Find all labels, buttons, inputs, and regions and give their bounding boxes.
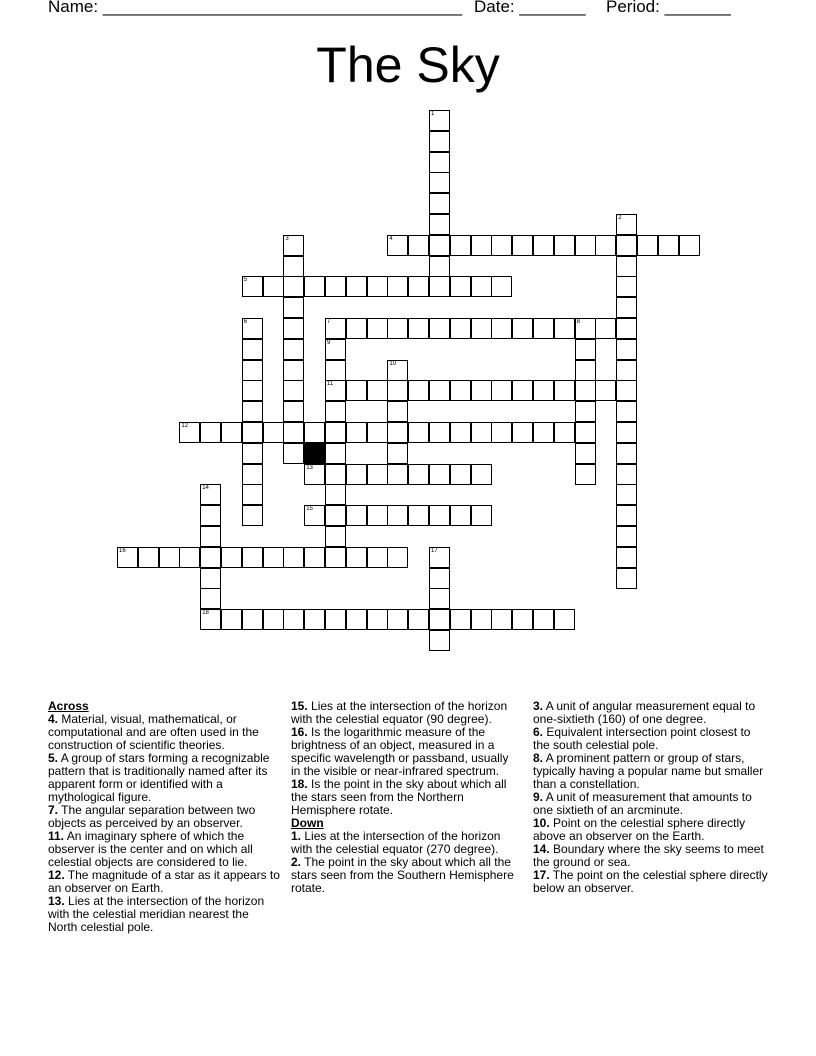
crossword-cell[interactable] xyxy=(450,505,471,526)
clue-column-3 xyxy=(533,700,769,895)
clue-item xyxy=(48,869,280,895)
crossword-cell[interactable] xyxy=(283,297,304,318)
crossword-cell[interactable] xyxy=(491,318,512,339)
crossword-cell[interactable] xyxy=(242,484,263,505)
crossword-cell[interactable] xyxy=(408,464,429,485)
crossword-cell[interactable] xyxy=(387,422,408,443)
crossword-cell[interactable] xyxy=(346,318,367,339)
crossword-block xyxy=(304,443,325,464)
crossword-cell[interactable] xyxy=(429,131,450,152)
crossword-cell[interactable] xyxy=(387,609,408,630)
page-title: The Sky xyxy=(316,37,500,93)
crossword-cell[interactable] xyxy=(325,609,346,630)
crossword-cell[interactable] xyxy=(346,380,367,401)
crossword-cell[interactable] xyxy=(200,422,221,443)
crossword-cell[interactable] xyxy=(283,609,304,630)
clue-column-1 xyxy=(48,700,280,934)
crossword-cell[interactable] xyxy=(533,380,554,401)
clue-item xyxy=(291,856,521,895)
clue-text: Point on the celestial sphere directly above an observer on the Earth. xyxy=(533,816,746,843)
crossword-cell[interactable] xyxy=(429,568,450,589)
clue-number-label: 1. xyxy=(291,829,302,843)
crossword-cell[interactable] xyxy=(595,235,616,256)
crossword-cell[interactable] xyxy=(491,235,512,256)
crossword-cell[interactable] xyxy=(283,318,304,339)
clue-number-label: 13. xyxy=(48,894,65,908)
crossword-cell[interactable] xyxy=(616,276,637,297)
clue-number-label: 9. xyxy=(533,790,544,804)
crossword-cell[interactable] xyxy=(367,609,388,630)
date-field[interactable]: Date: _______ xyxy=(474,0,586,16)
clue-item xyxy=(533,817,769,843)
crossword-cell[interactable] xyxy=(554,235,575,256)
crossword-cell[interactable] xyxy=(242,360,263,381)
crossword-cell[interactable] xyxy=(367,318,388,339)
clue-column-2 xyxy=(291,700,521,895)
clue-text: A prominent pattern or group of stars, typically having a popular name but smaller than a constellation. xyxy=(533,751,764,791)
crossword-cell[interactable] xyxy=(325,547,346,568)
crossword-cell[interactable] xyxy=(387,235,408,256)
crossword-cell[interactable] xyxy=(408,235,429,256)
crossword-cell[interactable] xyxy=(471,276,492,297)
clue-number-label: 14. xyxy=(533,842,550,856)
crossword-cell[interactable] xyxy=(533,318,554,339)
clue-number-label: 7. xyxy=(48,803,59,817)
clue-number-label: 8. xyxy=(533,751,544,765)
crossword-cell[interactable] xyxy=(533,422,554,443)
crossword-cell[interactable] xyxy=(616,464,637,485)
crossword-cell[interactable] xyxy=(242,443,263,464)
crossword-cell[interactable] xyxy=(429,214,450,235)
crossword-cell[interactable] xyxy=(242,464,263,485)
clue-number: 15 xyxy=(306,506,313,513)
crossword-cell[interactable] xyxy=(346,276,367,297)
clue-number: 12 xyxy=(181,423,189,429)
crossword-cell[interactable] xyxy=(242,339,263,360)
crossword-cell[interactable] xyxy=(595,380,616,401)
clue-number: 13 xyxy=(306,464,313,471)
crossword-cell[interactable] xyxy=(450,380,471,401)
clue-number: 11 xyxy=(327,381,334,388)
clue-number: 10 xyxy=(389,360,397,367)
crossword-cell[interactable] xyxy=(616,256,637,277)
crossword-cell[interactable] xyxy=(429,464,450,485)
clue-number-label: 12. xyxy=(48,868,65,882)
crossword-cell[interactable] xyxy=(408,276,429,297)
crossword-cell[interactable] xyxy=(616,547,637,568)
clue-item xyxy=(48,752,280,804)
crossword-cell[interactable] xyxy=(616,214,637,235)
clue-number: 9 xyxy=(327,339,331,346)
crossword-cell[interactable] xyxy=(471,380,492,401)
crossword-cell[interactable] xyxy=(242,547,263,568)
crossword-cell[interactable] xyxy=(471,609,492,630)
crossword-cell[interactable] xyxy=(554,318,575,339)
crossword-cell[interactable] xyxy=(325,380,346,401)
crossword-cell[interactable] xyxy=(346,505,367,526)
crossword-cell[interactable] xyxy=(471,318,492,339)
clue-text: A group of stars forming a recognizable pattern that is traditionally named after its apparent form or identified with a mythological figure. xyxy=(48,751,270,804)
crossword-cell[interactable] xyxy=(575,443,596,464)
crossword-cell[interactable] xyxy=(471,505,492,526)
crossword-cell[interactable] xyxy=(408,422,429,443)
clue-number-label: 15. xyxy=(291,699,308,713)
crossword-cell[interactable] xyxy=(575,318,596,339)
crossword-cell[interactable] xyxy=(429,172,450,193)
crossword-cell[interactable] xyxy=(346,547,367,568)
crossword-cell[interactable] xyxy=(450,609,471,630)
crossword-cell[interactable] xyxy=(283,547,304,568)
crossword-cell[interactable] xyxy=(242,422,263,443)
period-field[interactable]: Period: _______ xyxy=(606,0,731,16)
clue-number: 2 xyxy=(618,215,622,221)
crossword-cell[interactable] xyxy=(346,464,367,485)
crossword-cell[interactable] xyxy=(554,609,575,630)
clue-number-label: 10. xyxy=(533,816,550,830)
section-heading-down: Down xyxy=(291,816,324,830)
clue-item xyxy=(533,843,769,869)
crossword-cell[interactable] xyxy=(450,318,471,339)
crossword-cell[interactable] xyxy=(679,235,700,256)
crossword-cell[interactable] xyxy=(408,609,429,630)
crossword-cell[interactable] xyxy=(304,422,325,443)
crossword-cell[interactable] xyxy=(325,464,346,485)
clue-text: The point on the celestial sphere directly below an observer. xyxy=(533,868,768,895)
clue-number-label: 5. xyxy=(48,751,59,765)
crossword-cell[interactable] xyxy=(242,380,263,401)
crossword-cell[interactable] xyxy=(263,547,284,568)
clue-text: An imaginary sphere of which the observer is the center and on which all celestial objects are considered to lie. xyxy=(48,829,253,869)
crossword-cell[interactable] xyxy=(325,318,346,339)
crossword-cell[interactable] xyxy=(325,443,346,464)
crossword-cell[interactable] xyxy=(616,380,637,401)
crossword-cell[interactable] xyxy=(283,256,304,277)
crossword-cell[interactable] xyxy=(616,526,637,547)
clue-text: Is the point in the sky about which all the stars seen from the Northern Hemisphere rotate. xyxy=(291,777,507,817)
crossword-cell[interactable] xyxy=(325,276,346,297)
crossword-cell[interactable] xyxy=(242,318,263,339)
clue-text: The angular separation between two objects as perceived by an observer. xyxy=(48,803,256,830)
crossword-cell[interactable] xyxy=(491,422,512,443)
clue-number: 16 xyxy=(119,547,126,554)
clue-number: 4 xyxy=(389,235,393,242)
clue-item xyxy=(48,804,280,830)
clue-number: 8 xyxy=(576,319,580,325)
crossword-cell[interactable] xyxy=(429,318,450,339)
crossword-cell[interactable] xyxy=(471,464,492,485)
clue-item xyxy=(48,895,280,934)
crossword-cell[interactable] xyxy=(429,276,450,297)
clue-number-label: 3. xyxy=(533,699,544,713)
crossword-cell[interactable] xyxy=(325,360,346,381)
crossword-cell[interactable] xyxy=(179,422,200,443)
crossword-cell[interactable] xyxy=(117,547,138,568)
clue-number: 7 xyxy=(327,319,331,325)
clue-number-label: 11. xyxy=(48,829,65,843)
clue-item xyxy=(291,700,521,726)
clue-text: A unit of measurement that amounts to one sixtieth of an arcminute. xyxy=(533,790,752,817)
crossword-cell[interactable] xyxy=(242,401,263,422)
clue-number: 14 xyxy=(202,485,209,492)
crossword-cell[interactable] xyxy=(616,568,637,589)
crossword-cell[interactable] xyxy=(429,256,450,277)
crossword-cell[interactable] xyxy=(263,609,284,630)
crossword-cell[interactable] xyxy=(575,380,596,401)
crossword-cell[interactable] xyxy=(408,318,429,339)
crossword-cell[interactable] xyxy=(283,339,304,360)
crossword-cell[interactable] xyxy=(200,547,221,568)
crossword-cell[interactable] xyxy=(491,380,512,401)
crossword-cell[interactable] xyxy=(512,422,533,443)
crossword-cell[interactable] xyxy=(325,339,346,360)
crossword-cell[interactable] xyxy=(159,547,180,568)
crossword-cell[interactable] xyxy=(283,360,304,381)
crossword-cell[interactable] xyxy=(242,276,263,297)
clue-text: Equivalent intersection point closest to the south celestial pole. xyxy=(533,725,751,752)
crossword-cell[interactable] xyxy=(242,609,263,630)
clue-text: Boundary where the sky seems to meet the ground or sea. xyxy=(533,842,764,869)
crossword-cell[interactable] xyxy=(616,505,637,526)
crossword-cell[interactable] xyxy=(408,505,429,526)
clue-number-label: 4. xyxy=(48,712,59,726)
clue-item xyxy=(533,791,769,817)
crossword-cell[interactable] xyxy=(283,443,304,464)
crossword-cell[interactable] xyxy=(429,505,450,526)
clue-item xyxy=(291,830,521,856)
crossword-cell[interactable] xyxy=(367,464,388,485)
crossword-cell[interactable] xyxy=(575,235,596,256)
clue-text: Lies at the intersection of the horizon with the celestial equator (270 degree). xyxy=(291,829,501,856)
clue-item xyxy=(533,869,769,895)
crossword-cell[interactable] xyxy=(283,422,304,443)
crossword-cell[interactable] xyxy=(387,443,408,464)
crossword-cell[interactable] xyxy=(304,609,325,630)
crossword-cell[interactable] xyxy=(200,526,221,547)
crossword-cell[interactable] xyxy=(200,609,221,630)
crossword-cell[interactable] xyxy=(595,318,616,339)
crossword-cell[interactable] xyxy=(304,464,325,485)
crossword-cell[interactable] xyxy=(429,152,450,173)
crossword-cell[interactable] xyxy=(554,422,575,443)
clue-number: 18 xyxy=(202,610,209,617)
clue-item xyxy=(533,752,769,791)
crossword-cell[interactable] xyxy=(387,505,408,526)
crossword-cell[interactable] xyxy=(367,547,388,568)
crossword-cell[interactable] xyxy=(575,422,596,443)
clue-item xyxy=(291,726,521,778)
crossword-cell[interactable] xyxy=(387,401,408,422)
crossword-cell[interactable] xyxy=(200,568,221,589)
clue-item xyxy=(48,713,280,752)
crossword-cell[interactable] xyxy=(616,484,637,505)
crossword-cell[interactable] xyxy=(512,380,533,401)
clue-text: Is the logarithmic measure of the brightness of an object, measured in a specific wavelength or passband, usually in the visible or near-infrared spectrum. xyxy=(291,725,509,778)
crossword-cell[interactable] xyxy=(575,464,596,485)
crossword-cell[interactable] xyxy=(346,609,367,630)
crossword-cell[interactable] xyxy=(221,609,242,630)
crossword-cell[interactable] xyxy=(491,609,512,630)
name-field[interactable]: Name: ______________________________________ xyxy=(48,0,463,16)
crossword-cell[interactable] xyxy=(512,235,533,256)
crossword-cell[interactable] xyxy=(325,401,346,422)
clue-number-label: 17. xyxy=(533,868,550,882)
crossword-cell[interactable] xyxy=(450,235,471,256)
crossword-cell[interactable] xyxy=(616,339,637,360)
crossword-cell[interactable] xyxy=(533,609,554,630)
crossword-cell[interactable] xyxy=(429,193,450,214)
crossword-cell[interactable] xyxy=(429,235,450,256)
crossword-cell[interactable] xyxy=(283,235,304,256)
clue-number-label: 2. xyxy=(291,855,302,869)
crossword-cell[interactable] xyxy=(387,360,408,381)
clue-text: Lies at the intersection of the horizon with the celestial meridian nearest the North celestial pole. xyxy=(48,894,265,934)
clue-number-label: 16. xyxy=(291,725,308,739)
crossword-cell[interactable] xyxy=(616,360,637,381)
crossword-cell[interactable] xyxy=(387,318,408,339)
crossword-cell[interactable] xyxy=(616,401,637,422)
crossword-cell[interactable] xyxy=(512,609,533,630)
crossword-cell[interactable] xyxy=(200,505,221,526)
clue-number-label: 6. xyxy=(533,725,544,739)
crossword-cell[interactable] xyxy=(325,422,346,443)
crossword-cell[interactable] xyxy=(138,547,159,568)
crossword-cell[interactable] xyxy=(221,422,242,443)
crossword-cell[interactable] xyxy=(450,276,471,297)
crossword-cell[interactable] xyxy=(575,339,596,360)
crossword-cell[interactable] xyxy=(575,401,596,422)
crossword-cell[interactable] xyxy=(367,422,388,443)
clue-number: 5 xyxy=(243,277,248,284)
crossword-cell[interactable] xyxy=(616,422,637,443)
crossword-cell[interactable] xyxy=(429,380,450,401)
crossword-cell[interactable] xyxy=(408,380,429,401)
crossword-cell[interactable] xyxy=(512,318,533,339)
crossword-cell[interactable] xyxy=(429,110,450,131)
crossword-cell[interactable] xyxy=(658,235,679,256)
crossword-cell[interactable] xyxy=(200,484,221,505)
crossword-cell[interactable] xyxy=(554,380,575,401)
crossword-cell[interactable] xyxy=(304,505,325,526)
clue-text: Lies at the intersection of the horizon with the celestial equator (90 degree). xyxy=(291,699,508,726)
crossword-cell[interactable] xyxy=(429,630,450,651)
crossword-cell[interactable] xyxy=(429,609,450,630)
crossword-cell[interactable] xyxy=(450,464,471,485)
crossword-cell[interactable] xyxy=(616,235,637,256)
section-heading-across: Across xyxy=(48,699,89,713)
clue-number: 17 xyxy=(431,547,438,554)
crossword-cell[interactable] xyxy=(263,276,284,297)
clue-item xyxy=(48,830,280,869)
crossword-cell[interactable] xyxy=(616,297,637,318)
crossword-cell[interactable] xyxy=(304,276,325,297)
clue-text: A unit of angular measurement equal to one-sixtieth (160) of one degree. xyxy=(533,699,756,726)
crossword-cell[interactable] xyxy=(221,547,242,568)
crossword-cell[interactable] xyxy=(325,526,346,547)
crossword-cell[interactable] xyxy=(283,276,304,297)
crossword-cell[interactable] xyxy=(429,588,450,609)
clue-number: 1 xyxy=(431,111,435,117)
clue-text: Material, visual, mathematical, or computational and are often used in the construction of scientific theories. xyxy=(48,712,259,752)
crossword-cell[interactable] xyxy=(491,276,512,297)
crossword-cell[interactable] xyxy=(533,235,554,256)
crossword-cell[interactable] xyxy=(471,422,492,443)
crossword-cell[interactable] xyxy=(283,380,304,401)
crossword-cell[interactable] xyxy=(283,401,304,422)
clue-text: The magnitude of a star as it appears to an observer on Earth. xyxy=(48,868,280,895)
crossword-cell[interactable] xyxy=(346,422,367,443)
crossword-cell[interactable] xyxy=(429,422,450,443)
clue-number: 3 xyxy=(285,235,289,242)
crossword-cell[interactable] xyxy=(179,547,200,568)
clue-item xyxy=(291,778,521,817)
crossword-cell[interactable] xyxy=(367,380,388,401)
crossword-cell[interactable] xyxy=(637,235,658,256)
crossword-cell[interactable] xyxy=(387,276,408,297)
crossword-cell[interactable] xyxy=(325,484,346,505)
crossword-cell[interactable] xyxy=(367,505,388,526)
crossword-cell[interactable] xyxy=(367,276,388,297)
crossword-cell[interactable] xyxy=(263,422,284,443)
clue-text: The point in the sky about which all the stars seen from the Southern Hemisphere rotate. xyxy=(291,855,514,895)
clue-item xyxy=(533,726,769,752)
crossword-cell[interactable] xyxy=(387,464,408,485)
clue-number: 6 xyxy=(243,319,248,325)
crossword-cell[interactable] xyxy=(450,422,471,443)
crossword-cell[interactable] xyxy=(200,588,221,609)
crossword-cell[interactable] xyxy=(429,547,450,568)
crossword-cell[interactable] xyxy=(242,505,263,526)
crossword-cell[interactable] xyxy=(387,547,408,568)
crossword-cell[interactable] xyxy=(616,443,637,464)
crossword-cell[interactable] xyxy=(304,547,325,568)
crossword-cell[interactable] xyxy=(616,318,637,339)
crossword-cell[interactable] xyxy=(471,235,492,256)
clue-number-label: 18. xyxy=(291,777,308,791)
crossword-cell[interactable] xyxy=(575,360,596,381)
crossword-cell[interactable] xyxy=(387,380,408,401)
crossword-cell[interactable] xyxy=(325,505,346,526)
clue-item xyxy=(533,700,769,726)
